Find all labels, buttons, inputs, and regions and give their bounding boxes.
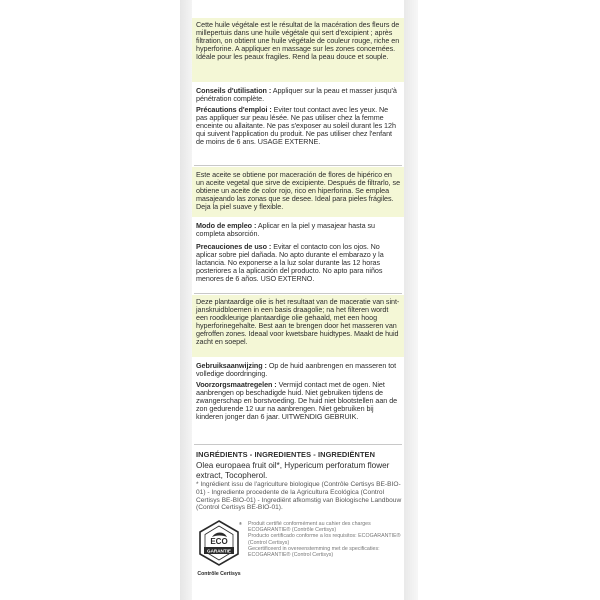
box-side-left: [180, 0, 192, 600]
certification-text-nl: Gecertificeerd in overeenstemming met de specificaties: ECOGARANTIE® (Control Certisys): [248, 545, 380, 559]
divider: [194, 293, 402, 294]
es-usage: [196, 222, 400, 238]
nl-precautions: [196, 381, 400, 421]
nl-usage-title: Gebruiksaanwijzing :: [196, 361, 267, 370]
eco-logo-garantie: GARANTIE: [207, 548, 231, 554]
es-intro-text: Este aceite se obtiene por maceración de flores de hipérico en un aceite vegetal que sirve de excipiente. Después de filtrarlo, se obtiene un aceite de color rojo, rico en hiperforina. Se emplea masajeando las zonas que se desee. Ideal para pieles frágiles. Deja la piel suave y flexible.: [196, 170, 401, 212]
eco-logo-registered: ®: [239, 521, 242, 526]
fr-usage: [196, 87, 400, 103]
es-precautions-title: Precauciones de uso :: [196, 242, 272, 251]
es-usage-title: Modo de empleo :: [196, 221, 257, 230]
product-label-panel: [192, 0, 404, 600]
es-intro: [196, 171, 400, 211]
eco-logo-caption: Contrôle Certisys: [197, 571, 241, 577]
ingredients-list: Olea europaea fruit oil*, Hypericum perforatum flower extract, Tocopherol.: [196, 461, 390, 480]
eco-logo-word: ECO: [210, 537, 228, 546]
es-precautions: [196, 243, 400, 283]
nl-usage-text: Op de huid aanbrengen en masseren tot volledige doordringing.: [196, 361, 397, 379]
nl-precautions-text: Vermijd contact met de ogen. Niet aanbrengen op beschadigde huid. Niet gebruiken tijdens de zwangerschap en borstvoeding. De huid niet blootstellen aan de zon gedurende 12 uur na aanbrengen. Niet gebruiken bij kinderen jonger dan 6 jaar. UITWENDIG GEBRUIK.: [196, 380, 398, 422]
nl-intro: [196, 298, 400, 347]
es-precautions-text: Evitar el contacto con los ojos. No aplicar sobre piel dañada. No apto durante el embarazo y la lactancia. No exponerse a la luz solar durante las 12 horas posteriores a la aplicación del producto. No apto para niños menores de 6 años. USO EXTERNO.: [196, 242, 384, 284]
nl-usage: [196, 362, 400, 378]
organic-footnote: * Ingrédient issu de l'agriculture biologique (Contrôle Certisys BE-BIO-01) - Ingrediente procedente de la Agricultura Ecológica (Control Certisys BE-BIO-01) - Ingrediënt afkomstig van Biologische Landbouw (Control Certisys BE-BIO-01).: [196, 481, 402, 512]
certification-text-es: Producto certificado conforme a los requisitos: ECOGARANTIE® (Control Certisys): [248, 533, 401, 546]
divider: [194, 444, 402, 445]
fr-usage-text: Appliquer sur la peau et masser jusqu'à pénétration complète.: [196, 86, 397, 104]
fr-usage-title: Conseils d'utilisation :: [196, 86, 272, 95]
certification-text-fr: Produit certifié conformément au cahier des charges ECOGARANTIE® (Contrôle Certisys): [248, 521, 371, 534]
fr-intro-text: Cette huile végétale est le résultat de la macération des fleurs de millepertuis dans une huile végétale qui sert d'excipient ; après filtration, on obtient une huile végétale de couleur rouge, riche en hyperforine. A appliquer en massage sur les zones concernées. Idéale pour les peaux fragiles. Rend la peau douce et souple.: [196, 20, 400, 62]
divider: [194, 165, 402, 166]
fr-precautions-text: Eviter tout contact avec les yeux. Ne pas appliquer sur peau lésée. Ne pas utiliser chez la femme enceinte ou allaitante. Ne pas s'exposer au soleil durant les 12h qui suivent l'application du produit. Ne pas utiliser chez l'enfant de moins de 6 ans. USAGE EXTERNE.: [196, 105, 396, 147]
ingredients-title: INGRÉDIENTS - INGREDIENTES - INGREDIËNTEN: [196, 450, 376, 459]
ecogarantie-logo: [196, 519, 242, 579]
nl-intro-text: Deze plantaardige olie is het resultaat van de maceratie van sint-janskruidbloemen in een basis draagolie; na het filteren wordt een roodkleurige plantaardige olie gehaald, met een hoog hyperforinegehalte. Best aan te brengen door het masseren van gefroffen zones. Ideaal voor kwetsbare huidtypes. Maakt de huid zacht en soepel.: [196, 297, 400, 347]
nl-precautions-title: Voorzorgsmaatregelen :: [196, 380, 277, 389]
es-usage-text: Aplicar en la piel y masajear hasta su completa absorción.: [196, 221, 376, 239]
box-side-right: [404, 0, 418, 600]
fr-precautions: [196, 106, 400, 146]
fr-intro: [196, 21, 400, 61]
fr-precautions-title: Précautions d'emploi :: [196, 105, 272, 114]
certification-text: [248, 521, 402, 558]
